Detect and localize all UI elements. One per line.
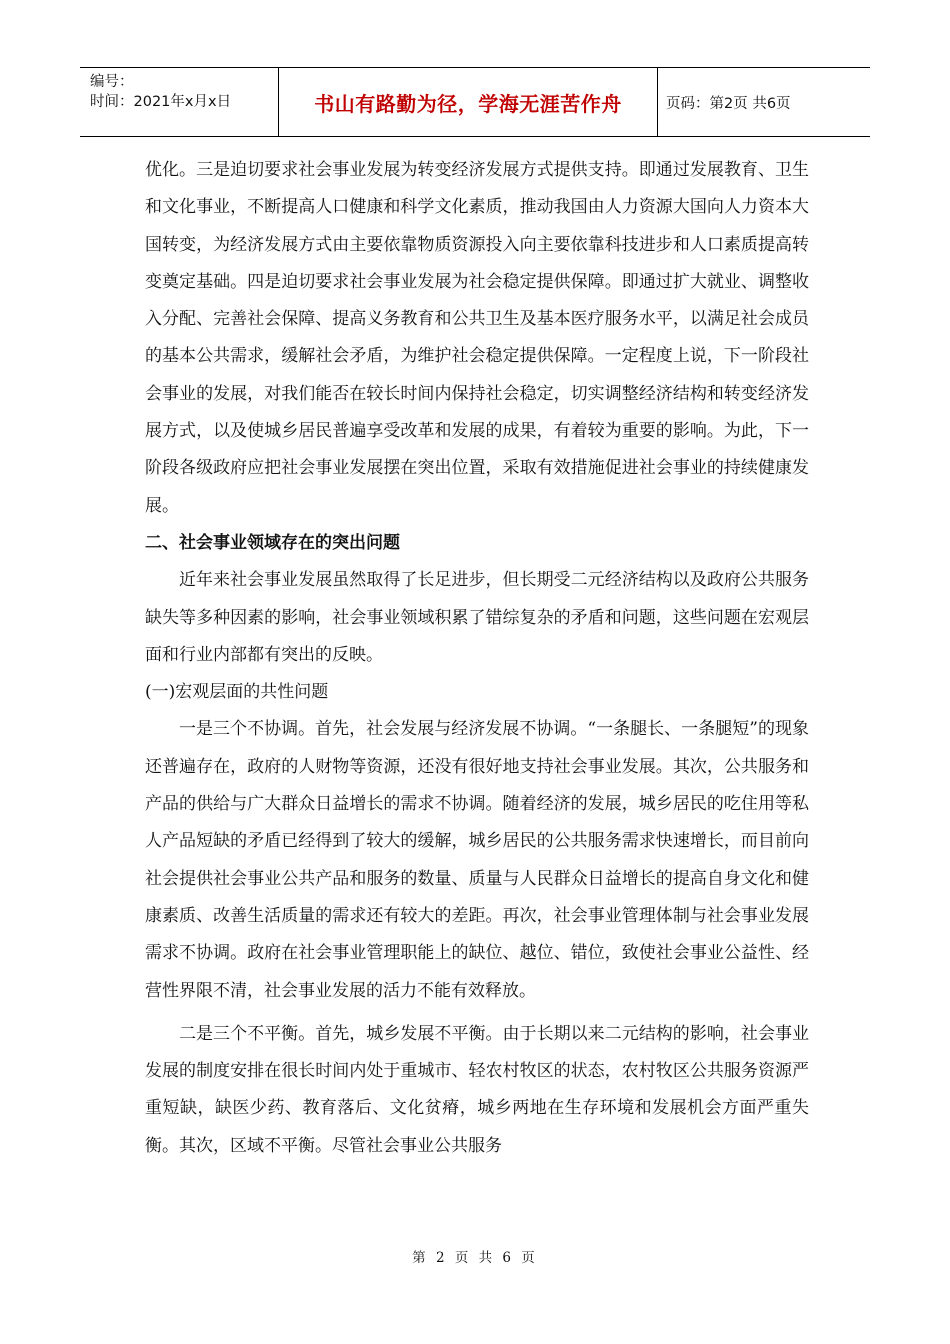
header-meta [80, 68, 278, 136]
document-number-label: 编号： [90, 74, 134, 90]
paragraph-2: 近年来社会事业发展虽然取得了长足进步，但长期受二元经济结构以及政府公共服务缺失等多种因素的影响，社会事业领域积累了错综复杂的矛盾和问题，这些问题在宏观层面和行业内部都有突出的反映。 [145, 570, 809, 665]
paragraph-3: 一是三个不协调。首先，社会发展与经济发展不协调。“一条腿长、一条腿短”的现象还普遍存在，政府的人财物等资源，还没有很好地支持社会事业发展。其次，公共服务和产品的供给与广大群众日益增长的需求不协调。随着经济的发展，城乡居民的吃住用等私人产品短缺的矛盾已经得到了较大的缓解，城乡居民的公共服务需求快速增长，而目前向社会提供社会事业公共产品和服务的数量、质量与人民群众日益增长的提高自身文化和健康素质、改善生活质量的需求还有较大的差距。再次，社会事业管理体制与社会事业发展需求不协调。政府在社会事业管理职能上的缺位、越位、错位，致使社会事业公益性、经营性界限不清，社会事业发展的活力不能有效释放。 [145, 719, 809, 1001]
document-time-label: 时间：2021年x月x日 [90, 94, 232, 110]
header-motto: 书山有路勤为径，学海无涯苦作舟 [278, 68, 658, 136]
page-header [80, 67, 870, 137]
header-page-code: 页码：第2页 共6页 [666, 95, 791, 112]
section-heading-2: 二、社会事业领域存在的突出问题 [145, 532, 400, 553]
document-body [145, 152, 809, 1165]
paragraph-1: 优化。三是迫切要求社会事业发展为转变经济发展方式提供支持。即通过发展教育、卫生和文化事业，不断提高人口健康和科学文化素质，推动我国由人力资源大国向人力资本大国转变，为经济发展方式由主要依靠物质资源投入向主要依靠科技进步和人口素质提高转变奠定基础。四是迫切要求社会事业发展为社会稳定提供保障。即通过扩大就业、调整收入分配、完善社会保障、提高义务教育和公共卫生及基本医疗服务水平，以满足社会成员的基本公共需求，缓解社会矛盾，为维护社会稳定提供保障。一定程度上说，下一阶段社会事业的发展，对我们能否在较长时间内保持社会稳定，切实调整经济结构和转变经济发展方式，以及使城乡居民普遍享受改革和发展的成果，有着较为重要的影响。为此，下一阶段各级政府应把社会事业发展摆在突出位置，采取有效措施促进社会事业的持续健康发展。 [145, 160, 809, 516]
paragraph-4: 二是三个不平衡。首先，城乡发展不平衡。由于长期以来二元结构的影响，社会事业发展的制度安排在很长时间内处于重城市、轻农村牧区的状态，农村牧区公共服务资源严重短缺，缺医少药、教育落后、文化贫瘠，城乡两地在生存环境和发展机会方面严重失衡。其次，区域不平衡。尽管社会事业公共服务 [145, 1023, 809, 1156]
subsection-heading-1: (一)宏观层面的共性问题 [145, 682, 329, 703]
page-footer: 第 2 页 共 6 页 [412, 1250, 538, 1266]
